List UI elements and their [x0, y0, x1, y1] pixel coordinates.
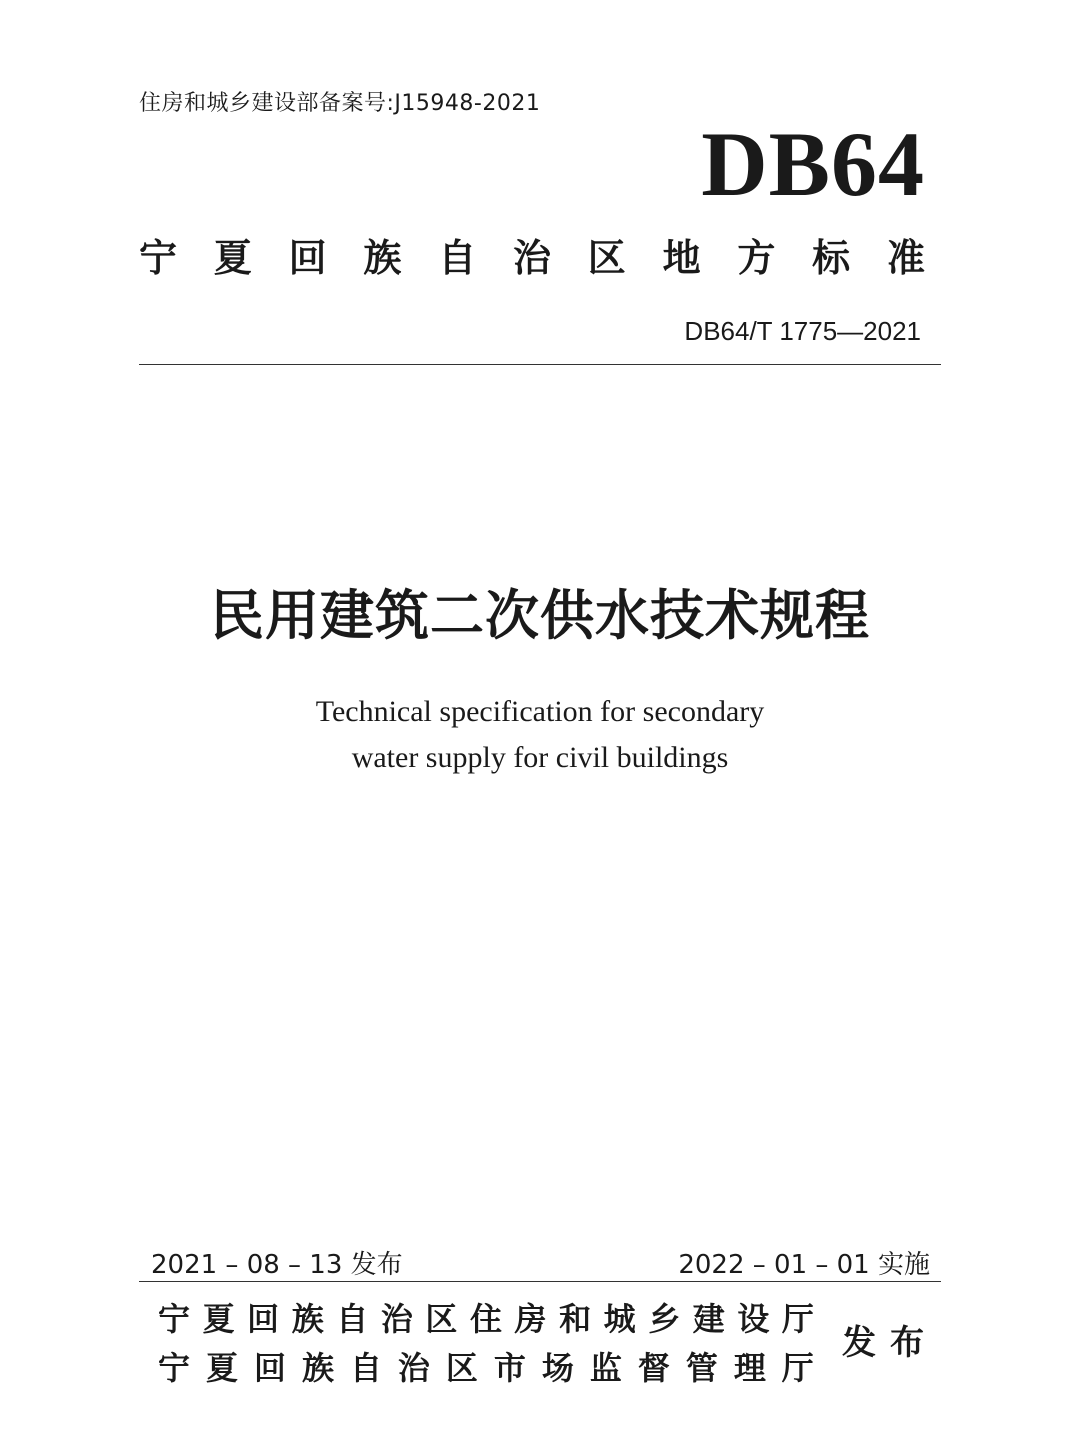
publish-char: 发	[842, 1323, 876, 1363]
issue-date: 2021 – 08 – 13 发布	[151, 1250, 403, 1280]
publish-char: 布	[890, 1323, 924, 1363]
standard-type-char: 自	[438, 236, 477, 280]
issuer-char: 厅	[781, 1300, 814, 1338]
standard-type-char: 治	[512, 236, 551, 280]
issuer-char: 住	[469, 1300, 502, 1338]
standard-type-char: 区	[587, 236, 626, 280]
issuer-char: 夏	[205, 1349, 238, 1387]
issuer-market-supervision-department	[158, 1349, 814, 1387]
standard-type-char: 回	[288, 236, 327, 280]
standard-type-char: 方	[737, 236, 776, 280]
issuer-char: 监	[589, 1349, 622, 1387]
filing-number: 住房和城乡建设部备案号:J15948-2021	[139, 91, 541, 116]
issuer-char: 宁	[158, 1349, 191, 1387]
issuer-char: 厅	[781, 1349, 814, 1387]
header-divider	[139, 364, 941, 365]
standard-type-char: 族	[363, 236, 402, 280]
issuer-char: 族	[301, 1349, 334, 1387]
issuer-char: 治	[380, 1300, 413, 1338]
issuer-char: 自	[349, 1349, 382, 1387]
publish-label	[842, 1323, 924, 1364]
standard-type-char: 宁	[139, 236, 178, 280]
title-chinese: 民用建筑二次供水技术规程	[210, 584, 870, 647]
issuer-char: 自	[336, 1300, 369, 1338]
standard-type-char: 准	[886, 236, 925, 280]
issuer-char: 和	[559, 1300, 592, 1338]
title-english-line-1: Technical specification for secondary	[315, 695, 765, 728]
issuer-char: 夏	[202, 1300, 235, 1338]
issuer-char: 督	[637, 1349, 670, 1387]
issuer-char: 区	[425, 1300, 458, 1338]
standard-type-char: 地	[662, 236, 701, 280]
issuer-char: 建	[692, 1300, 725, 1338]
standard-type-char: 夏	[213, 236, 252, 280]
issuer-char: 回	[247, 1300, 280, 1338]
issuer-char: 治	[397, 1349, 430, 1387]
title-english-line-2: water supply for civil buildings	[351, 741, 729, 774]
issuer-char: 乡	[648, 1300, 681, 1338]
implementation-date: 2022 – 01 – 01 实施	[678, 1250, 930, 1280]
issuer-char: 回	[253, 1349, 286, 1387]
issuer-char: 房	[514, 1300, 547, 1338]
issuer-char: 族	[291, 1300, 324, 1338]
issuer-char: 市	[493, 1349, 526, 1387]
issuer-char: 城	[603, 1300, 636, 1338]
standard-type	[139, 236, 925, 282]
issuer-char: 场	[541, 1349, 574, 1387]
standard-type-char: 标	[812, 236, 851, 280]
footer-divider	[139, 1281, 941, 1282]
standard-code: DB64	[701, 113, 925, 215]
issuer-char: 区	[445, 1349, 478, 1387]
issuer-housing-department	[158, 1300, 814, 1338]
issuer-char: 宁	[158, 1300, 191, 1338]
issuer-char: 管	[685, 1349, 718, 1387]
issuer-char: 设	[737, 1300, 770, 1338]
issuer-char: 理	[733, 1349, 766, 1387]
standard-number: DB64/T 1775—2021	[684, 316, 921, 346]
